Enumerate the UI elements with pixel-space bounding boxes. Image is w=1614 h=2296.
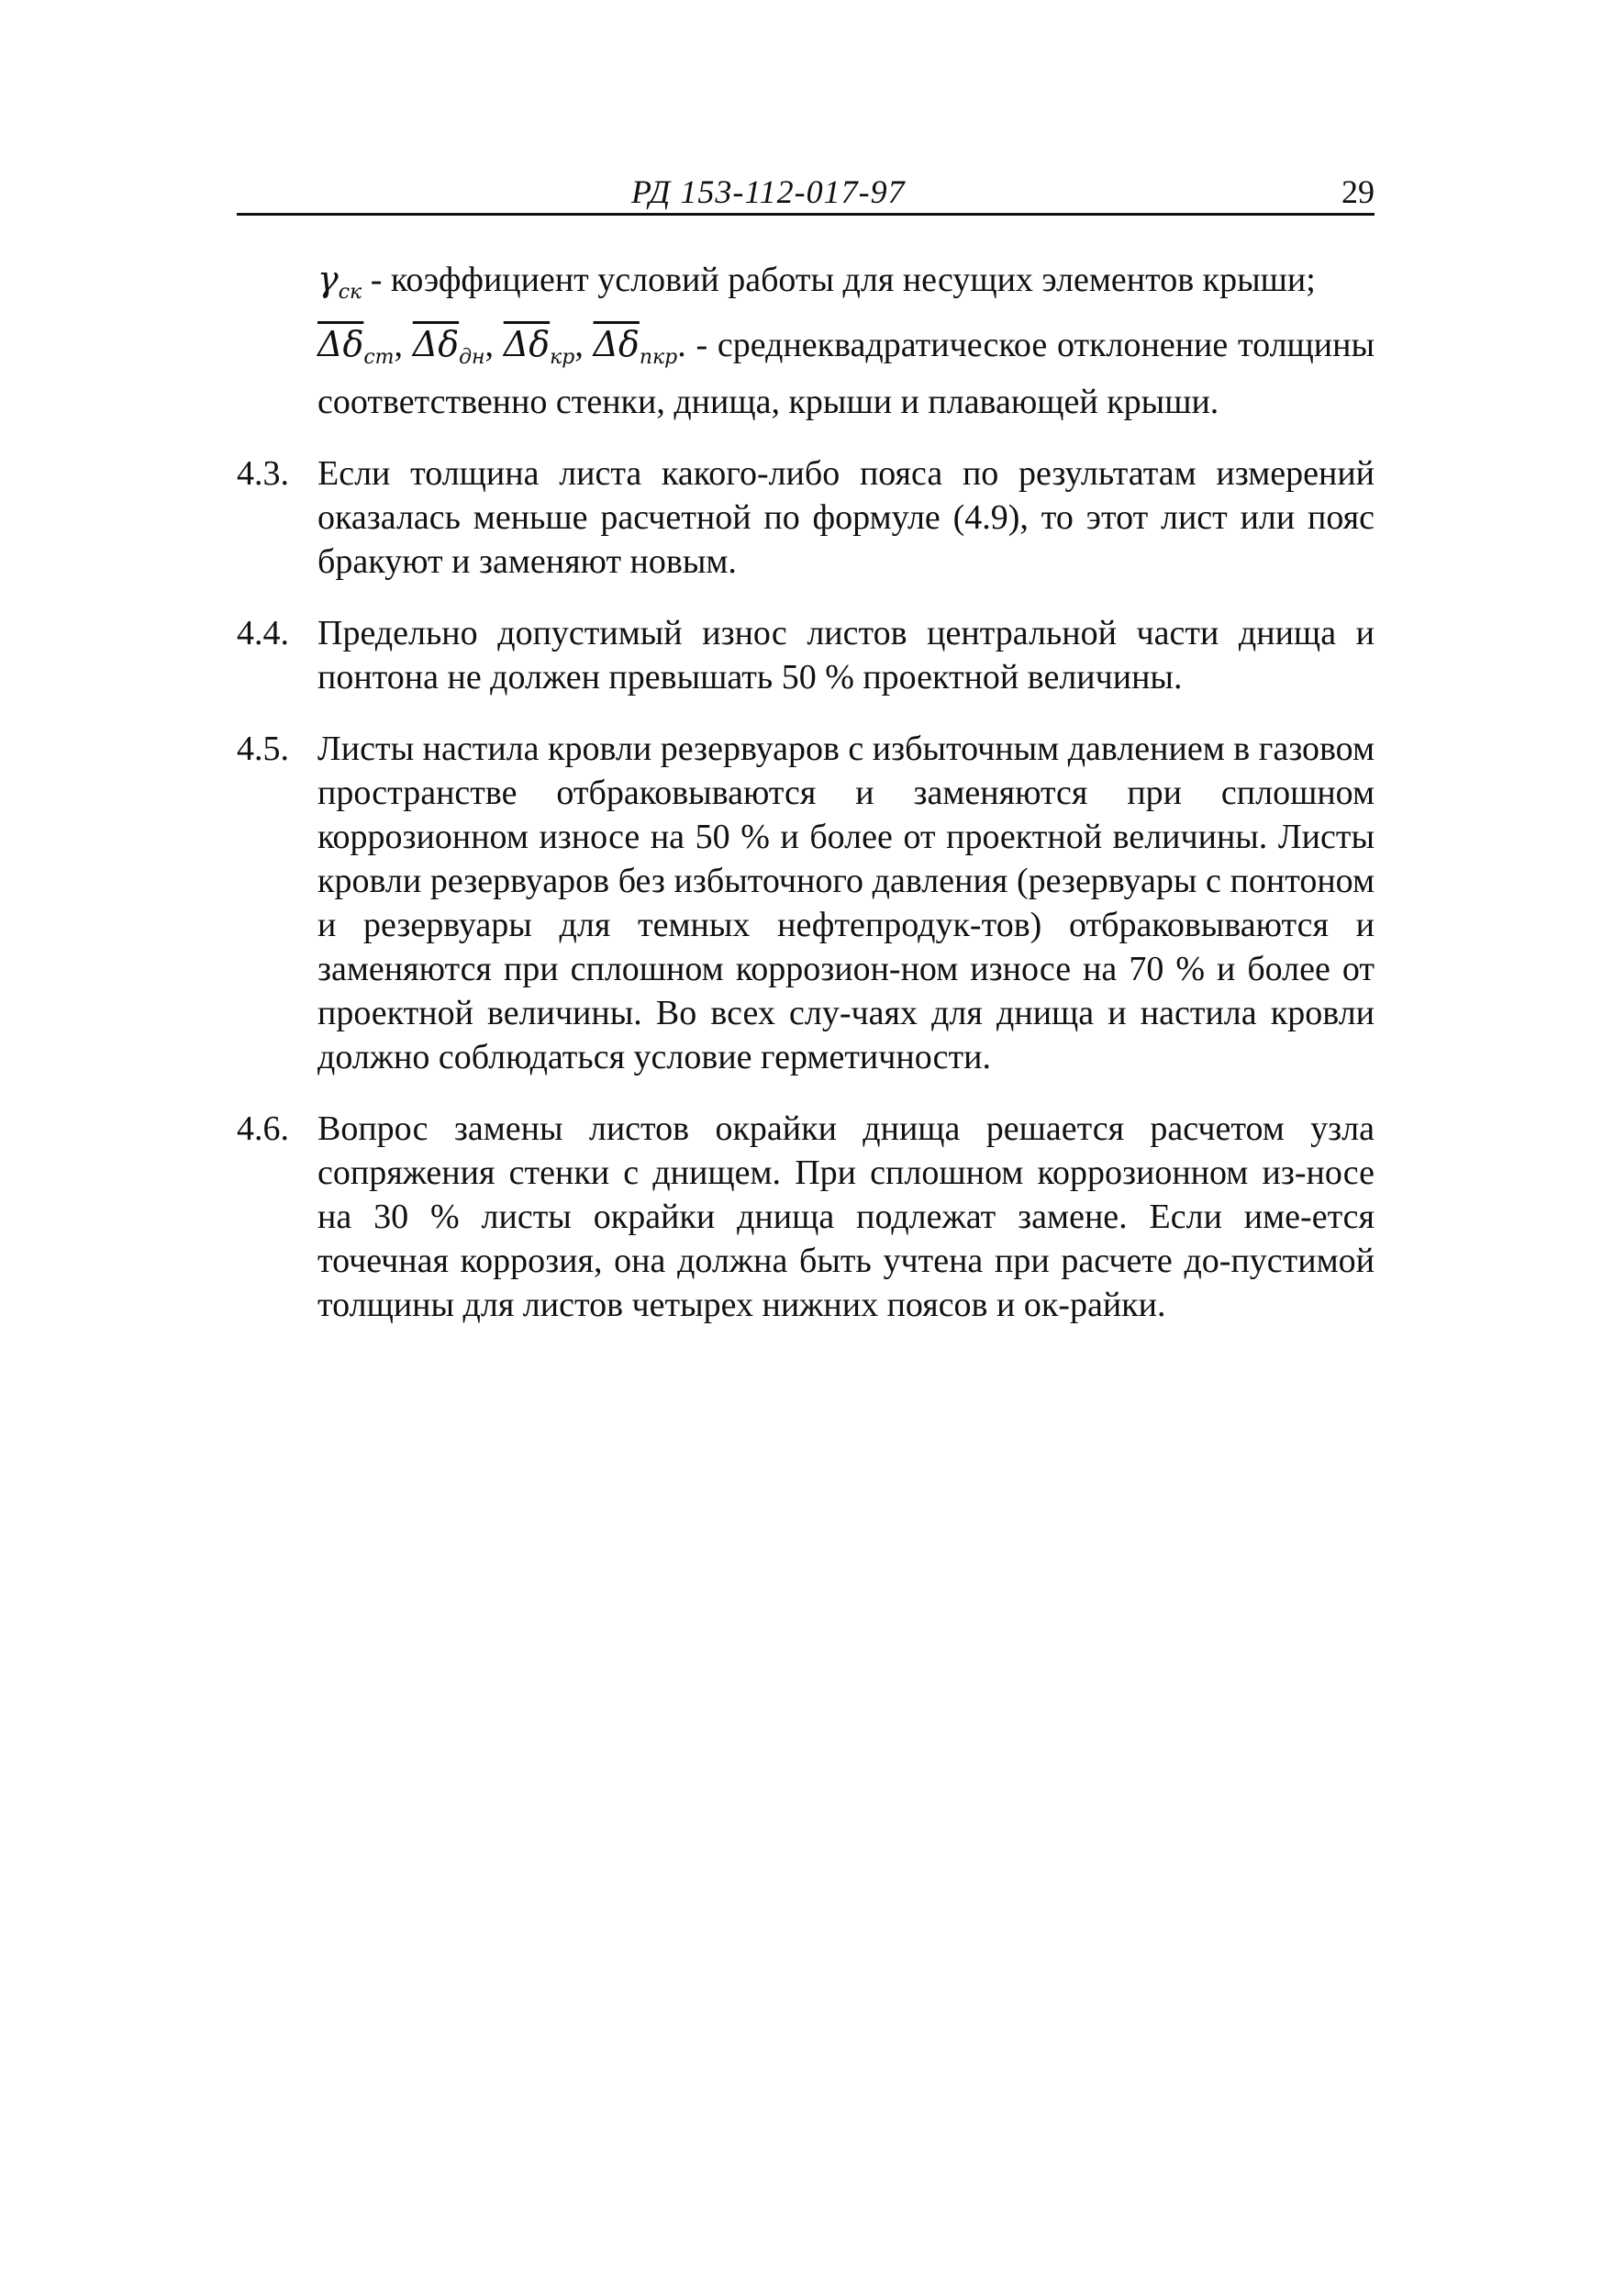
delta-subscript: ст [363,346,395,369]
gamma-subscript: ск [338,281,362,304]
delta-definitions [317,322,1375,424]
delta-definition-text: . - среднеквадратическое отклонение толщины соответственно стенки, днища, крыши и плавающей крыши. [317,326,1375,421]
delta-separator: , [484,326,504,364]
document-body [237,257,1375,1327]
page-number: 29 [1341,173,1375,210]
delta-subscript: дн [459,346,485,369]
delta-symbol-wall [317,324,395,369]
clause-4-5 [237,727,1375,1079]
clause-text: Если толщина листа какого-либо пояса по результатам измерений оказалась меньше расчетной по формуле (4.9), то этот лист или пояс бракуют и заменяют новым. [317,454,1375,581]
clause-4-4 [237,611,1375,699]
gamma-definition-text: - коэффициент условий работы для несущих элементов крыши; [362,261,1316,299]
delta-letter: $\overline{\Delta\delta}$ [412,324,460,364]
delta-letter: $\overline{\Delta\delta}$ [593,324,640,364]
clause-number: 4.4. [237,614,289,652]
document-code: РД 153-112-017-97 [631,173,906,210]
gamma-definition [317,257,1375,315]
delta-subscript: пкр [639,346,678,369]
header-rule [237,213,1375,216]
clause-number: 4.6. [237,1109,289,1148]
page-header [237,163,1375,218]
delta-separator: , [574,326,594,364]
clause-text: Предельно допустимый износ листов центральной части днища и понтона не должен превышать 50 % проектной величины. [317,614,1375,697]
gamma-symbol [317,259,362,304]
clause-4-6 [237,1107,1375,1327]
delta-separator: , [394,326,413,364]
clause-4-3 [237,451,1375,584]
delta-subscript: кр [550,346,575,369]
delta-letter: $\overline{\Delta\delta}$ [317,324,364,364]
delta-symbol-roof [503,324,575,369]
clause-text: Вопрос замены листов окрайки днища решается расчетом узла сопряжения стенки с днищем. При сплошном коррозионном из-носе на 30 % листы окрайки днища подлежат замене. Если име-ется точечная коррозия, она должна быть учтена при расчете до-пустимой толщины для листов четырех нижних поясов и ок-райки. [317,1109,1375,1324]
delta-symbol-bottom [412,324,485,369]
delta-letter: $\overline{\Delta\delta}$ [503,324,551,364]
clause-number: 4.3. [237,454,289,493]
gamma-letter: γ [317,259,339,299]
symbol-definitions [317,257,1375,424]
delta-symbol-floating-roof [593,324,678,369]
clause-text: Листы настила кровли резервуаров с избыточным давлением в газовом пространстве отбраковываются и заменяются при сплошном коррозионном износе на 50 % и более от проектной величины. Листы кровли резервуаров без избыточного давления (резервуары с понтоном и резервуары для темных нефтепродук-тов) отбраковываются и заменяются при сплошном коррозион-ном износе на 70 % и более от проектной величины. Во всех слу-чаях для днища и настила кровли должно соблюдаться условие герметичности. [317,730,1375,1076]
clause-number: 4.5. [237,730,289,768]
